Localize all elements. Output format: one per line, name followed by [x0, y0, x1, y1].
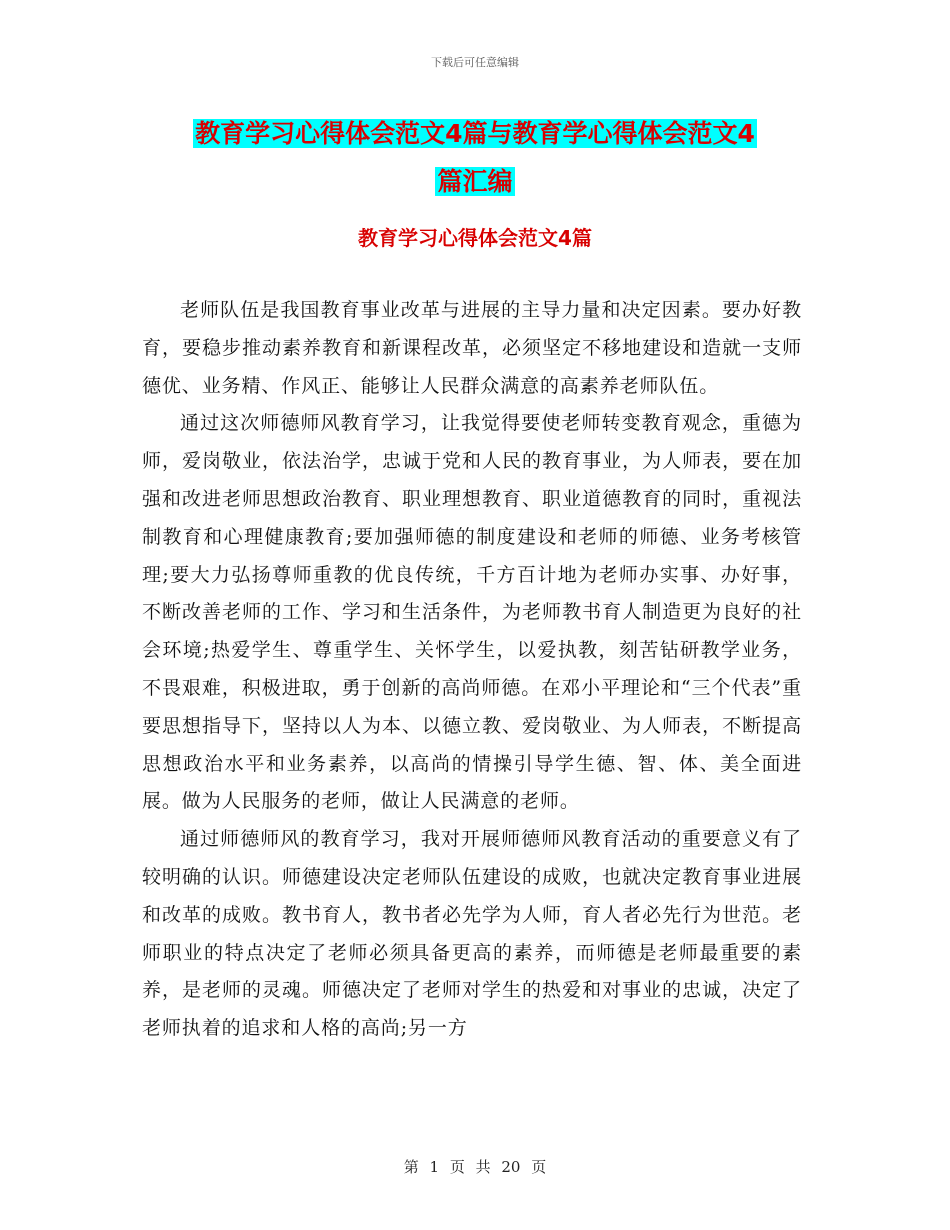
document-title-line-1: 教育学习心得体会范文4篇与教育学心得体会范文4	[195, 119, 755, 148]
paragraph: 老师队伍是我国教育事业改革与进展的主导力量和决定因素。要办好教育，要稳步推动素养教育和新课程改革，必须坚定不移地建设和造就一支师德优、业务精、作风正、能够让人民群众满意的高素养老师队伍。	[142, 299, 802, 397]
document-title	[140, 110, 810, 206]
page-footer: 第 1 页 共 20 页	[403, 1158, 547, 1176]
document-title-line-2: 篇汇编	[437, 167, 513, 196]
body-text	[142, 292, 802, 1048]
paragraph: 通过师德师风的教育学习，我对开展师德师风教育活动的重要意义有了较明确的认识。师德建设决定老师队伍建设的成败，也就决定教育事业进展和改革的成败。教书育人，教书者必先学为人师，育人者必先行为世范。老师职业的特点决定了老师必须具备更高的素养，而师德是老师最重要的素养，是老师的灵魂。师德决定了老师对学生的热爱和对事业的忠诚，决定了老师执着的追求和人格的高尚;另一方	[142, 828, 802, 1040]
header-note: 下载后可任意编辑	[431, 56, 519, 69]
section-title: 教育学习心得体会范文4篇	[358, 226, 592, 250]
paragraph: 通过这次师德师风教育学习，让我觉得要使老师转变教育观念，重德为师，爱岗敬业，依法治学，忠诚于党和人民的教育事业，为人师表，要在加强和改进老师思想政治教育、职业理想教育、职业道德教育的同时，重视法制教育和心理健康教育;要加强师德的制度建设和老师的师德、业务考核管理;要大力弘扬尊师重教的优良传统，千方百计地为老师办实事、办好事，不断改善老师的工作、学习和生活条件，为老师教书育人制造更为良好的社会环境;热爱学生、尊重学生、关怀学生，以爱执教，刻苦钻研教学业务，不畏艰难，积极进取，勇于创新的高尚师德。在邓小平理论和“三个代表”重要思想指导下，坚持以人为本、以德立教、爱岗敬业、为人师表，不断提高思想政治水平和业务素养，以高尚的情操引导学生德、智、体、美全面进展。做为人民服务的老师，做让人民满意的老师。	[142, 412, 802, 813]
